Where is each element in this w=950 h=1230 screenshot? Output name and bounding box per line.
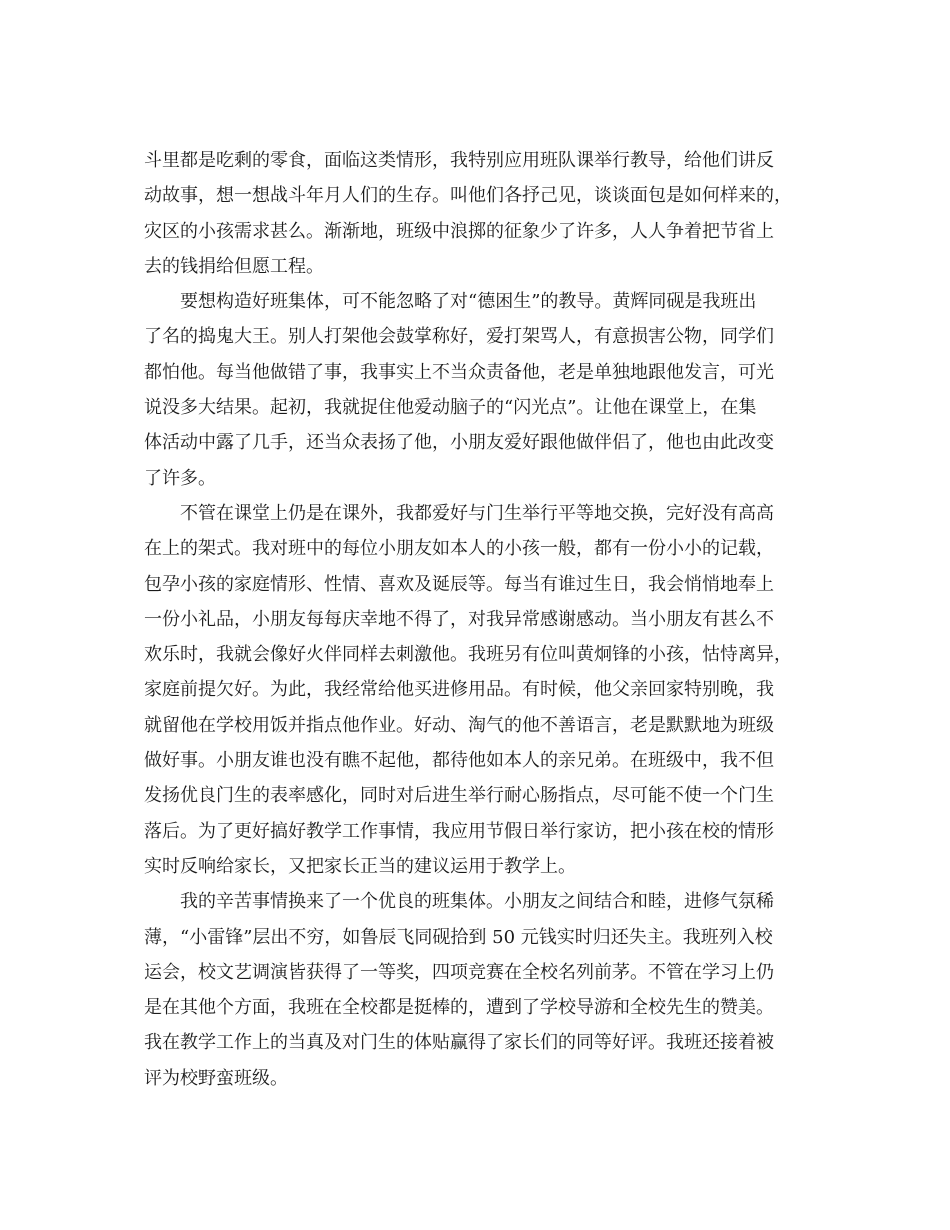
text-line: 了名的捣鬼大王。别人打架他会鼓掌称好，爱打架骂人，有意损害公物，同学们 — [144, 326, 774, 348]
text-line: 去的钱捐给但愿工程。 — [144, 255, 324, 277]
text-line: 包孕小孩的家庭情形、性情、喜欢及诞辰等。每当有谁过生日，我会悄悄地奉上 — [144, 573, 774, 595]
text-line: 一份小礼品，小朋友每每庆幸地不得了，对我异常感谢感动。当小朋友有甚么不 — [144, 608, 774, 630]
text-line: 斗里都是吃剩的零食，面临这类情形，我特别应用班队课举行教导，给他们讲反 — [144, 150, 774, 171]
text-line: 在上的架式。我对班中的每位小朋友如本人的小孩一般，都有一份小小的记载， — [144, 538, 774, 560]
text-line: 做好事。小朋友谁也没有瞧不起他，都待他如本人的亲兄弟。在班级中，我不但 — [144, 750, 774, 772]
text-line: 运会，校文艺调演皆获得了一等奖，四项竞赛在全校名列前茅。不管在学习上仍 — [144, 961, 774, 983]
text-line: 就留他在学校用饭并指点他作业。好动、淘气的他不善语言，老是默默地为班级 — [144, 714, 774, 736]
paragraph-2 — [144, 284, 808, 496]
text-line: 动故事，想一想战斗年月人们的生存。叫他们各抒己见，谈谈面包是如何样来的， — [144, 185, 792, 207]
text-line: 评为校野蛮班级。 — [144, 1067, 288, 1089]
text-line: 落后。为了更好搞好教学工作事情，我应用节假日举行家访，把小孩在校的情形 — [144, 820, 774, 842]
text-line: 都怕他。每当他做错了事，我事实上不当众责备他，老是单独地跟他发言，可光 — [144, 361, 774, 383]
text-line: 灾区的小孩需求甚么。渐渐地，班级中浪掷的征象少了许多，人人争着把节省上 — [144, 220, 774, 242]
text-line: 我的辛苦事情换来了一个优良的班集体。小朋友之间结合和睦，进修气氛稀 — [180, 891, 774, 913]
text-line: 了许多。 — [144, 467, 216, 489]
text-line: 家庭前提欠好。为此，我经常给他买进修用品。有时候，他父亲回家特别晚，我 — [144, 679, 774, 701]
text-line: 不管在课堂上仍是在课外，我都爱好与门生举行平等地交换，完好没有高高 — [180, 502, 774, 524]
text-line: 要想构造好班集体，可不能忽略了对“德困生”的教导。黄辉同砚是我班出 — [180, 291, 757, 313]
text-line: 实时反响给家长，又把家长正当的建议运用于教学上。 — [144, 855, 576, 877]
text-line: 欢乐时，我就会像好火伴同样去刺激他。我班另有位叫黄炯锋的小孩，怙恃离异， — [144, 644, 792, 666]
paragraph-1 — [144, 143, 808, 284]
text-line: 薄，“小雷锋”层出不穷，如鲁辰飞同砚拾到 50 元钱实时归还失主。我班列入校 — [144, 926, 773, 948]
text-line: 我在教学工作上的当真及对门生的体贴赢得了家长们的同等好评。我班还接着被 — [144, 1032, 774, 1054]
text-line: 发扬优良门生的表率感化，同时对后进生举行耐心肠指点，尽可能不使一个门生 — [144, 785, 774, 807]
text-line: 是在其他个方面，我班在全校都是挺棒的，遭到了学校导游和全校先生的赞美。 — [144, 997, 774, 1019]
paragraph-3 — [144, 496, 808, 884]
text-line: 说没多大结果。起初，我就捉住他爱动脑子的“闪光点”。让他在课堂上，在集 — [144, 397, 757, 419]
paragraph-4 — [144, 884, 808, 1096]
text-line: 体活动中露了几手，还当众表扬了他，小朋友爱好跟他做伴侣了，他也由此改变 — [144, 432, 774, 454]
document-body — [144, 143, 808, 1096]
